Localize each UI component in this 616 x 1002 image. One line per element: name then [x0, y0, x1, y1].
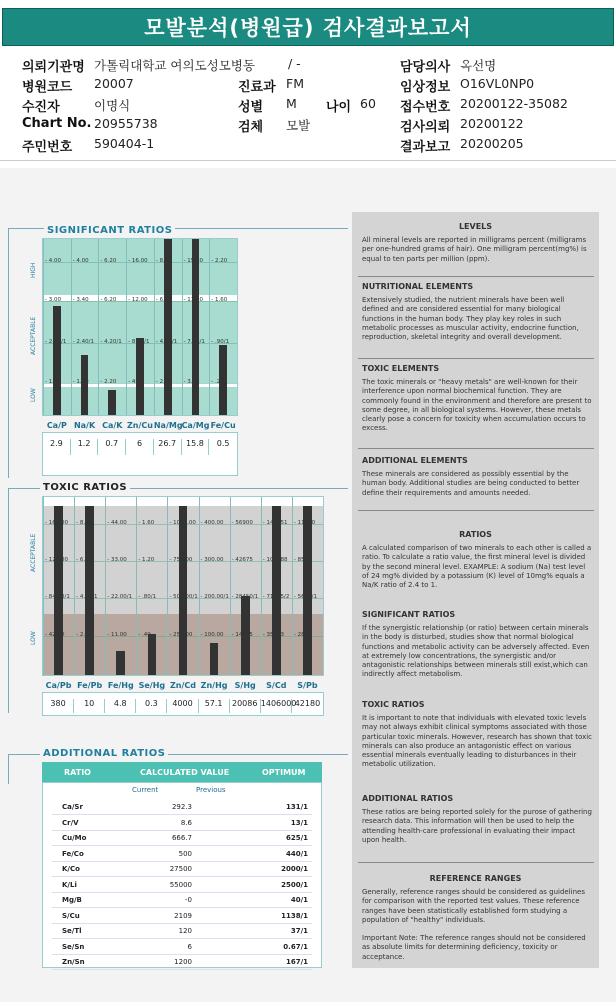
row-optimum: 37/1 [290, 927, 308, 935]
sig-ratios-heading: SIGNIFICANT RATIOS [362, 610, 456, 619]
explanation-panel [352, 212, 599, 968]
row-optimum: 167/1 [285, 958, 308, 966]
hospital-label: 의뢰기관명 [22, 60, 85, 75]
tick-label: - 250.00 [169, 631, 193, 638]
sig-ratios-text: If the synergistic relationship (or ratio) between certain minerals in the body is disturbed, studies show that normal biological functions and metabolic activity can be adversely affected. Even at extremely low concentrations, the synergistic and/or antagonistic relationships between minerals still exist,which can indirectly affect metabolism. [362, 624, 590, 679]
divider [358, 276, 594, 277]
patient-value: 이명식 [94, 98, 131, 113]
additional-row [42, 940, 322, 955]
row-ratio: K/Li [62, 880, 77, 889]
tick-label: - 8.00 [155, 257, 172, 264]
tick-label: - .90/1 [211, 338, 230, 345]
row-current: 292.3 [171, 803, 192, 811]
category-zn-cd: Zn/Cd [169, 681, 196, 690]
row-ratio: Zn/Sn [62, 958, 85, 966]
tick-label: - 2845 [293, 631, 312, 638]
bar-ca-pb [54, 506, 63, 675]
column-divider [105, 497, 106, 675]
row-current: 27500 [169, 865, 192, 873]
tick-label: - 3.40 [72, 296, 89, 303]
tick-label: - 3.00 [45, 296, 61, 303]
tick-label: - 1.40 [72, 379, 89, 386]
tick-label: - 200.00/1 [200, 594, 229, 601]
additional-elements-text: These minerals are considered as possibly essential by the human body. Additional studies are being conducted to better define their requirements and amounts needed. [362, 470, 580, 497]
sub-current: Current [132, 786, 159, 794]
column-divider [71, 239, 72, 415]
tick-label: - 14225 [231, 631, 253, 638]
row-optimum: 131/1 [285, 803, 308, 811]
tick-label: - 2.00 [155, 379, 172, 386]
column-divider [136, 497, 137, 675]
column-divider [182, 239, 183, 415]
row-optimum: 13/1 [290, 818, 308, 827]
tick-label: - 12.00 [128, 296, 148, 303]
age-label: 나이 [326, 100, 352, 115]
tick-label: - 1.60 [211, 296, 228, 303]
bar-zn-cu [136, 338, 144, 415]
tick-label: - 1.60 [45, 379, 61, 386]
additional-row [42, 924, 322, 939]
value-ca-p: 2.9 [43, 439, 71, 455]
tick-label: - 8.00 [76, 519, 93, 526]
nutritional-heading: NUTRITIONAL ELEMENTS [362, 282, 474, 291]
toxic-left-rule [8, 488, 9, 713]
tick-label: - 8535 [293, 557, 312, 564]
column-divider [126, 239, 127, 415]
ratios-text: A calculated comparison of two minerals to each other is called a ratio. To calculate a ratio value, the first mineral level is divided by the second mineral level. EXAMPLE: A sodium (Na) test level of 24 mg% divided by a potassium (K) level of 10mg% equals a Na/K ratio of 2.4 to 1. [362, 544, 592, 590]
category-ca-k: Ca/K [102, 421, 123, 430]
tick-label: - 5690/1 [293, 594, 317, 601]
additional-row [42, 955, 322, 970]
value-s-pb: 42180 [294, 699, 321, 708]
report-date-value: 20200205 [460, 136, 524, 151]
tick-label: - 100.00 [200, 631, 224, 638]
ratios-heading: RATIOS [459, 530, 492, 539]
code-value: 20007 [94, 76, 134, 91]
tick-label: - 400.00 [200, 519, 224, 526]
additional-row [42, 862, 322, 877]
row-optimum: 2500/1 [281, 880, 308, 889]
tick-label: - 6.20 [100, 257, 117, 264]
bar-ca-k [108, 390, 116, 415]
row-ratio: Cu/Mo [62, 834, 87, 842]
tick-label: - .40 [138, 631, 151, 638]
tick-label: - 28450/1 [231, 594, 259, 601]
nutritional-text: Extensively studied, the nutrient minerals have been well defined and are considered essential for many biological functions in the human body. They play key roles in such metabolic processes as muscular activity, endocrine function, reproduction, skeletal integrity and overall development. [362, 296, 579, 342]
tick-label: - 6.00 [155, 296, 172, 303]
tick-label: - 44.00 [107, 519, 127, 526]
report-date-label: 결과보고 [400, 140, 451, 155]
tick-label: - 56900 [231, 519, 253, 526]
tick-label: - 4.00 [128, 379, 145, 386]
request-value: 20200122 [460, 116, 524, 131]
category-s-cd: S/Cd [266, 681, 287, 690]
row-ratio: Fe/Co [62, 849, 84, 858]
add-ratios-heading: ADDITIONAL RATIOS [362, 794, 454, 803]
col-optimum: OPTIMUM [262, 768, 306, 777]
category-na-mg: Na/Mg [153, 421, 183, 430]
additional-row [42, 831, 322, 846]
chart-band [43, 497, 323, 506]
tox-axis-acceptable: ACCEPTABLE [30, 533, 37, 572]
value-fe-cu: 0.5 [216, 439, 230, 448]
hospital-suffix: / - [288, 56, 301, 71]
additional-row [42, 909, 322, 924]
accession-label: 접수번호 [400, 100, 451, 115]
tick-label: - 4.00 [72, 257, 89, 264]
reference-heading: REFERENCE RANGES [429, 874, 522, 883]
bar-fe-hg [116, 651, 125, 675]
row-current: 666.7 [171, 834, 192, 842]
chart-no-value: 20955738 [94, 116, 158, 131]
tick-label: - 42.00 [45, 631, 65, 638]
sex-label: 성별 [238, 100, 264, 115]
tick-label: - 11.00 [107, 631, 127, 638]
toxic-title: TOXIC RATIOS [40, 482, 130, 493]
clinical-value: O16VL0NP0 [460, 76, 535, 91]
tick-label: - 750.00 [169, 557, 193, 564]
significant-values [42, 432, 238, 476]
column-divider [167, 497, 168, 675]
additional-header [42, 762, 322, 782]
clinical-label: 임상정보 [400, 80, 451, 95]
header-divider [0, 160, 616, 161]
additional-row [42, 893, 322, 908]
value-fe-hg: 4.8 [105, 699, 136, 713]
value-zn-cd: 4000 [167, 699, 198, 713]
toxic-chart [42, 496, 324, 690]
row-optimum: 440/1 [285, 849, 308, 858]
column-divider [74, 497, 75, 675]
tick-label: - 106688 [262, 557, 288, 564]
row-divider [52, 969, 312, 970]
doctor-value: 옥선명 [460, 58, 497, 73]
tick-label: - 71125/2 [262, 594, 290, 601]
tick-label: - 500.00/1 [169, 594, 198, 601]
row-current: 120 [178, 927, 192, 935]
bar-zn-cd [179, 506, 188, 675]
bar-na-mg [164, 239, 172, 415]
bar-s-pb [303, 506, 312, 675]
additional-elements-heading: ADDITIONAL ELEMENTS [362, 456, 468, 465]
tick-label: - 8.00/1 [128, 338, 150, 345]
category-ca-pb: Ca/Pb [45, 681, 72, 690]
sex-value: M [286, 96, 297, 111]
significant-chart [42, 238, 238, 430]
value-s-hg: 20086 [230, 699, 261, 713]
patient-label: 수진자 [22, 100, 60, 115]
row-ratio: Cr/V [62, 818, 79, 827]
specimen-value: 모발 [286, 118, 311, 133]
row-optimum: 2000/1 [281, 865, 308, 873]
hospital-row [22, 56, 85, 75]
tick-label: - 2.60/1 [45, 338, 67, 345]
dept-value: FM [286, 76, 304, 91]
levels-text: All mineral levels are reported in milligrams percent (milligrams per one-hundred grams of hair). One milligram percent(mg%) is equal to ten parts per million (ppm). [362, 236, 587, 263]
bar-zn-hg [210, 643, 219, 675]
row-current: 6 [187, 942, 192, 951]
bar-ca-p [53, 306, 61, 415]
tick-label: - 2.20 [211, 257, 228, 264]
toxic-ratios-heading: TOXIC RATIOS [362, 700, 425, 709]
significant-title: SIGNIFICANT RATIOS [44, 225, 175, 236]
tick-label: - 1.60 [138, 519, 155, 526]
tick-label: - 22.00/1 [107, 594, 133, 601]
tick-label: - 42675 [231, 557, 253, 564]
value-na-k: 1.2 [71, 439, 99, 455]
tick-label: - 126.00 [45, 557, 68, 564]
additional-row [42, 847, 322, 862]
divider [358, 862, 594, 863]
column-divider [209, 239, 210, 415]
category-na-k: Na/K [73, 421, 96, 430]
bar-fe-pb [85, 506, 94, 675]
specimen-label: 검체 [238, 120, 264, 135]
divider [358, 358, 594, 359]
row-current: 500 [178, 849, 192, 858]
row-ratio: Se/Tl [62, 927, 82, 935]
levels-heading: LEVELS [458, 222, 493, 231]
column-divider [261, 497, 262, 675]
column-divider [292, 497, 293, 675]
category-fe-hg: Fe/Hg [107, 681, 134, 690]
tick-label: - 11380 [293, 519, 316, 526]
tick-label: - 6.00 [76, 557, 93, 564]
toxic-ratios-text: It is important to note that individuals with elevated toxic levels may not always exhibit clinical symptoms associated with those particular toxic minerals. However, research has shown that toxic minerals can also produce an antagonistic effect on various essential minerals eventually leading to disturbances in their metabolic utilization. [362, 714, 593, 769]
tick-label: - 15.00 [183, 257, 204, 264]
row-ratio: K/Co [62, 865, 80, 873]
tick-label: - 35563 [262, 631, 284, 638]
hospital-value: 가톨릭대학교 여의도성모병동 [94, 58, 255, 73]
category-se-hg: Se/Hg [138, 681, 166, 690]
row-optimum: 0.67/1 [283, 942, 308, 951]
value-ca-pb: 380 [43, 699, 74, 713]
category-zn-cu: Zn/Cu [127, 421, 153, 430]
row-optimum: 625/1 [285, 834, 308, 842]
value-ca-k: 0.7 [98, 439, 126, 455]
report-title: 모발분석(병원급) 검사결과보고서 [2, 8, 614, 46]
row-optimum: 1138/1 [281, 911, 308, 920]
dept-label: 진료과 [238, 80, 276, 95]
tick-label: - 1.20 [138, 557, 155, 564]
tick-label: - 168.00 [45, 519, 68, 526]
tick-label: - 16.00 [128, 257, 148, 264]
value-fe-pb: 10 [74, 699, 105, 713]
reference-note: Important Note: The reference ranges should not be considered as absolute limits for determining deficiency, toxicity or acceptance. [362, 934, 586, 961]
tick-label: - 1000.00 [169, 519, 196, 526]
tick-label: - 2.00 [76, 631, 93, 638]
value-ca-mg: 15.8 [182, 439, 210, 455]
toxic-elements-heading: TOXIC ELEMENTS [362, 364, 440, 373]
column-divider [199, 497, 200, 675]
additional-left-rule [8, 754, 9, 784]
additional-row [42, 800, 322, 815]
add-ratios-text: These ratios are being reported solely for the purose of gathering research data. This information will then be used to help the attending health-care professional in evaluating their impact upon health. [362, 808, 592, 844]
sig-left-rule [8, 228, 9, 478]
bar-se-hg [148, 634, 157, 675]
category-ca-mg: Ca/Mg [181, 421, 210, 430]
column-divider [230, 497, 231, 675]
value-s-cd: 1406000 [261, 699, 292, 713]
tick-label: - 6.20 [100, 296, 117, 303]
sig-axis-acceptable: ACCEPTABLE [30, 316, 37, 355]
additional-row [42, 816, 322, 831]
tick-label: - 4.00/1 [76, 594, 98, 601]
reference-text: Generally, reference ranges should be considered as guidelines for comparison with the reported test values. These reference ranges have been statistically established form studying a population of "healthy" individuals. [362, 888, 586, 924]
category-fe-pb: Fe/Pb [77, 681, 103, 690]
accession-value: 20200122-35082 [460, 96, 568, 111]
age-value: 60 [360, 96, 376, 111]
row-optimum: 40/1 [290, 896, 308, 904]
value-zn-cu: 6 [126, 439, 154, 455]
sig-axis-high: HIGH [30, 262, 37, 278]
row-ratio: Se/Sn [62, 942, 85, 951]
row-current: 2109 [174, 911, 192, 920]
additional-row [42, 878, 322, 893]
row-current: 1200 [174, 958, 192, 966]
tick-label: - 4.00/1 [155, 338, 178, 345]
additional-title: ADDITIONAL RATIOS [40, 748, 168, 759]
column-divider [98, 239, 99, 415]
tick-label: - 33.00 [107, 557, 127, 564]
tick-label: - 2.40/1 [72, 338, 95, 345]
col-ratio: RATIO [64, 768, 91, 777]
row-ratio: Ca/Sr [62, 803, 83, 811]
row-ratio: S/Cu [62, 911, 80, 920]
col-calc: CALCULATED VALUE [140, 768, 230, 777]
tick-label: - 4.00 [45, 257, 61, 264]
row-ratio: Mg/B [62, 896, 82, 904]
tick-label: - 142251 [262, 519, 288, 526]
category-ca-p: Ca/P [46, 421, 67, 430]
divider [358, 510, 594, 511]
sub-previous: Previous [196, 786, 226, 794]
column-divider [43, 497, 44, 675]
request-label: 검사의뢰 [400, 120, 451, 135]
category-fe-cu: Fe/Cu [210, 421, 236, 430]
bar-ca-mg [192, 239, 200, 415]
tick-label: - 4.20/1 [100, 338, 122, 345]
tox-axis-low: LOW [30, 631, 37, 645]
tick-label: - 11.00 [183, 296, 204, 303]
row-current: 55000 [169, 880, 192, 889]
id-value: 590404-1 [94, 136, 155, 151]
chart-band [43, 239, 237, 295]
tick-label: - .80/1 [138, 594, 157, 601]
sig-axis-low: LOW [30, 388, 37, 402]
id-label: 주민번호 [22, 140, 73, 155]
category-s-pb: S/Pb [297, 681, 318, 690]
chart-no-label: Chart No. [22, 116, 92, 131]
tick-label: - 2.20 [100, 379, 117, 386]
code-label: 병원코드 [22, 80, 73, 95]
value-na-mg: 26.7 [154, 439, 182, 455]
row-current: 8.6 [180, 818, 192, 827]
tick-label: - 7.00/1 [183, 338, 205, 345]
column-divider [154, 239, 155, 415]
doctor-label: 담당의사 [400, 60, 451, 75]
bar-s-cd [272, 506, 281, 675]
tick-label: - 300.00 [200, 557, 224, 564]
value-se-hg: 0.3 [136, 699, 167, 713]
value-zn-hg: 57.1 [199, 699, 230, 713]
category-s-hg: S/Hg [234, 681, 256, 690]
divider [358, 448, 594, 449]
column-divider [43, 239, 44, 415]
row-current: -0 [185, 896, 192, 904]
tick-label: - .20 [211, 379, 224, 386]
category-zn-hg: Zn/Hg [200, 681, 228, 690]
toxic-elements-text: The toxic minerals or "heavy metals" are well-known for their interference upon normal biochemical function. They are commonly found in the environment and therefore are present to some degree, in all biological systems. However, these metals clearly pose a concern for toxicity when accumulation occurs to excess. [362, 378, 592, 433]
tick-label: - 3.00 [183, 379, 200, 386]
tick-label: - 84.00/1 [45, 594, 70, 601]
toxic-values [42, 692, 324, 716]
